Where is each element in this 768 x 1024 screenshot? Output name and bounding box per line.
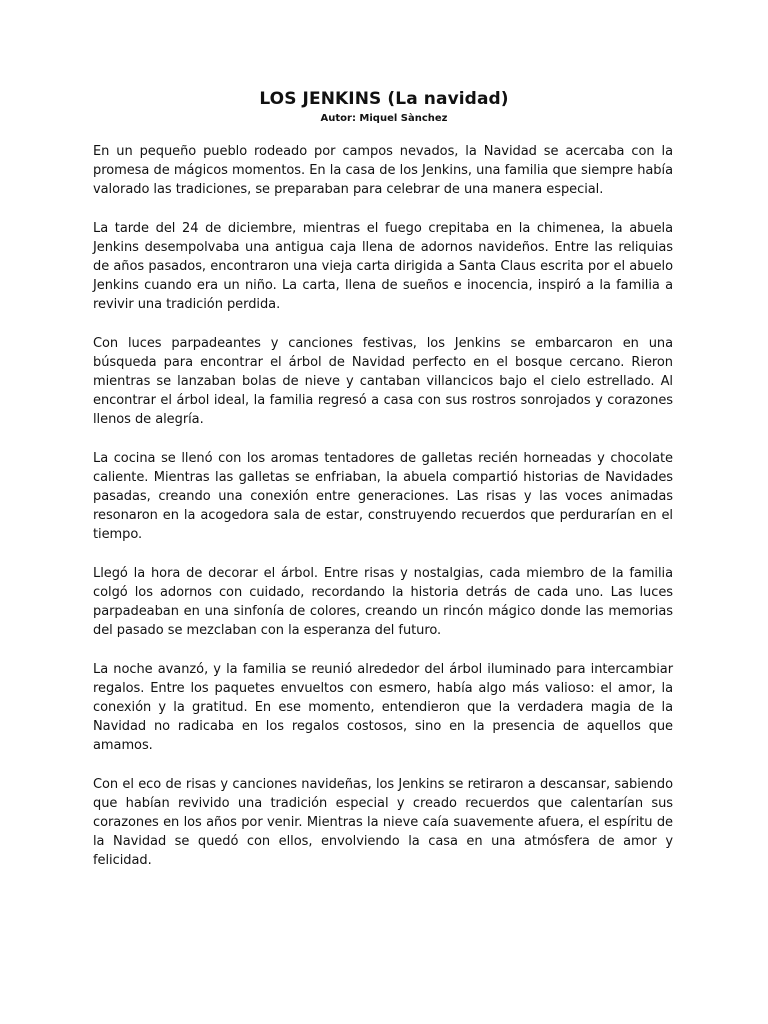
document-author: Autor: Miquel Sànchez	[320, 113, 448, 124]
paragraph: En un pequeño pueblo rodeado por campos nevados, la Navidad se acercaba con la promesa de mágicos momentos. En la casa de los Jenkins, una familia que siempre había valorado las tradiciones, se preparaban para celebrar de una manera especial.	[93, 144, 673, 197]
paragraph: Con el eco de risas y canciones navideñas, los Jenkins se retiraron a descansar, sabiendo que habían revivido una tradición especial y creado recuerdos que calentarían sus corazones en los años por venir. Mientras la nieve caía suavemente afuera, el espíritu de la Navidad se quedó con ellos, envolviendo la casa en una atmósfera de amor y felicidad.	[93, 777, 673, 868]
paragraph: Con luces parpadeantes y canciones festivas, los Jenkins se embarcaron en una búsqueda para encontrar el árbol de Navidad perfecto en el bosque cercano. Rieron mientras se lanzaban bolas de nieve y cantaban villancicos bajo el cielo estrellado. Al encontrar el árbol ideal, la familia regresó a casa con sus rostros sonrojados y corazones llenos de alegría.	[93, 336, 673, 427]
paragraph: Llegó la hora de decorar el árbol. Entre risas y nostalgias, cada miembro de la familia colgó los adornos con cuidado, recordando la historia detrás de cada uno. Las luces parpadeaban en una sinfonía de colores, creando un rincón mágico donde las memorias del pasado se mezclaban con la esperanza del futuro.	[93, 566, 673, 638]
document-body	[93, 142, 673, 890]
paragraph: La noche avanzó, y la familia se reunió alrededor del árbol iluminado para intercambiar regalos. Entre los paquetes envueltos con esmero, había algo más valioso: el amor, la conexión y la gratitud. En ese momento, entendieron que la verdadera magia de la Navidad no radicaba en los regalos costosos, sino en la presencia de aquellos que amamos.	[93, 662, 673, 753]
document-title: LOS JENKINS (La navidad)	[259, 89, 509, 109]
paragraph: La tarde del 24 de diciembre, mientras el fuego crepitaba en la chimenea, la abuela Jenkins desempolvaba una antigua caja llena de adornos navideños. Entre las reliquias de años pasados, encontraron una vieja carta dirigida a Santa Claus escrita por el abuelo Jenkins cuando era un niño. La carta, llena de sueños e inocencia, inspiró a la familia a revivir una tradición perdida.	[93, 221, 673, 312]
paragraph: La cocina se llenó con los aromas tentadores de galletas recién horneadas y chocolate caliente. Mientras las galletas se enfriaban, la abuela compartió historias de Navidades pasadas, creando una conexión entre generaciones. Las risas y las voces animadas resonaron en la acogedora sala de estar, construyendo recuerdos que perdurarían en el tiempo.	[93, 451, 673, 542]
